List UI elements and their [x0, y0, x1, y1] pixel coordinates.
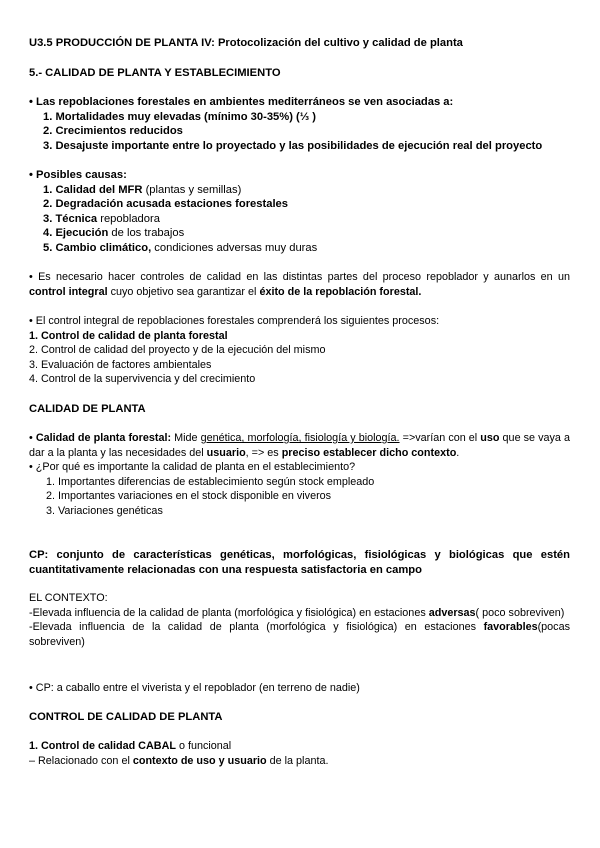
calidad-planta-heading: CALIDAD DE PLANTA — [29, 403, 146, 415]
contexto-title: EL CONTEXTO: — [29, 592, 108, 604]
section-heading-5: 5.- CALIDAD DE PLANTA Y ESTABLECIMIENTO — [29, 67, 281, 79]
repoblaciones-block — [29, 95, 570, 153]
list-item: 1. Importantes diferencias de establecimiento según stock empleado — [46, 475, 375, 488]
importancia-block — [29, 460, 570, 518]
list-item: 2. Crecimientos reducidos — [43, 125, 183, 138]
contexto-block — [29, 591, 570, 649]
list-item: 3. Evaluación de factores ambientales — [29, 358, 212, 371]
list-item: 3. Desajuste importante entre lo proyectado y las posibilidades de ejecución real del proyecto — [43, 139, 543, 152]
list-item: 3. Variaciones genéticas — [46, 504, 163, 517]
list-item: 2. Degradación acusada estaciones forestales — [43, 198, 288, 211]
calidad-planta-forestal-paragraph: • Calidad de planta forestal: Mide genética, morfología, fisiología y biología. =>varían con el uso que se vaya a dar a la planta y las necesidades del usuario, => es preciso establecer dicho contexto. — [29, 432, 570, 459]
control-cabal-desc: – Relacionado con el contexto de uso y usuario de la planta. — [29, 754, 329, 767]
list-item: 3. Técnica repobladora — [43, 212, 160, 225]
contexto-line: -Elevada influencia de la calidad de planta (morfológica y fisiológica) en estaciones favorables(pocas sobreviven) — [29, 621, 570, 648]
cp-caballo-note: • CP: a caballo entre el viverista y el repoblador (en terreno de nadie) — [29, 682, 360, 694]
repoblaciones-intro: • Las repoblaciones forestales en ambientes mediterráneos se ven asociadas a: — [29, 96, 454, 108]
control-cabal-block — [29, 739, 570, 768]
causas-block — [29, 168, 570, 256]
control-cabal-title: 1. Control de calidad CABAL o funcional — [29, 740, 232, 752]
control-calidad-heading: CONTROL DE CALIDAD DE PLANTA — [29, 711, 223, 723]
list-item: 4. Control de la supervivencia y del crecimiento — [29, 373, 256, 386]
list-item: 1. Control de calidad de planta forestal — [29, 329, 228, 342]
contexto-line: -Elevada influencia de la calidad de planta (morfológica y fisiológica) en estaciones adversas( poco sobreviven) — [29, 606, 565, 619]
control-integral-block — [29, 314, 570, 387]
list-item: 2. Control de calidad del proyecto y de la ejecución del mismo — [29, 344, 326, 357]
causas-intro: • Posibles causas: — [29, 169, 127, 181]
list-item: 1. Mortalidades muy elevadas (mínimo 30-35%) (⅓ ) — [43, 110, 316, 123]
cp-definition: CP: conjunto de características genéticas, morfológicas, fisiológicas y biológicas que estén cuantitativamente relacionadas con una respuesta satisfactoria en campo — [29, 549, 570, 576]
list-item: 2. Importantes variaciones en el stock disponible en viveros — [46, 490, 332, 503]
document-header: U3.5 PRODUCCIÓN DE PLANTA IV: Protocolización del cultivo y calidad de planta — [29, 37, 463, 49]
importancia-question: • ¿Por qué es importante la calidad de planta en el establecimiento? — [29, 461, 356, 473]
control-integral-intro: • El control integral de repoblaciones forestales comprenderá los siguientes procesos: — [29, 315, 440, 327]
list-item: 1. Calidad del MFR (plantas y semillas) — [43, 183, 242, 196]
list-item: 5. Cambio climático, condiciones adversas muy duras — [43, 241, 318, 254]
list-item: 4. Ejecución de los trabajos — [43, 227, 185, 240]
controles-paragraph: • Es necesario hacer controles de calidad en las distintas partes del proceso repoblador y aunarlos en un control integral cuyo objetivo sea garantizar el éxito de la repoblación forestal. — [29, 271, 570, 298]
